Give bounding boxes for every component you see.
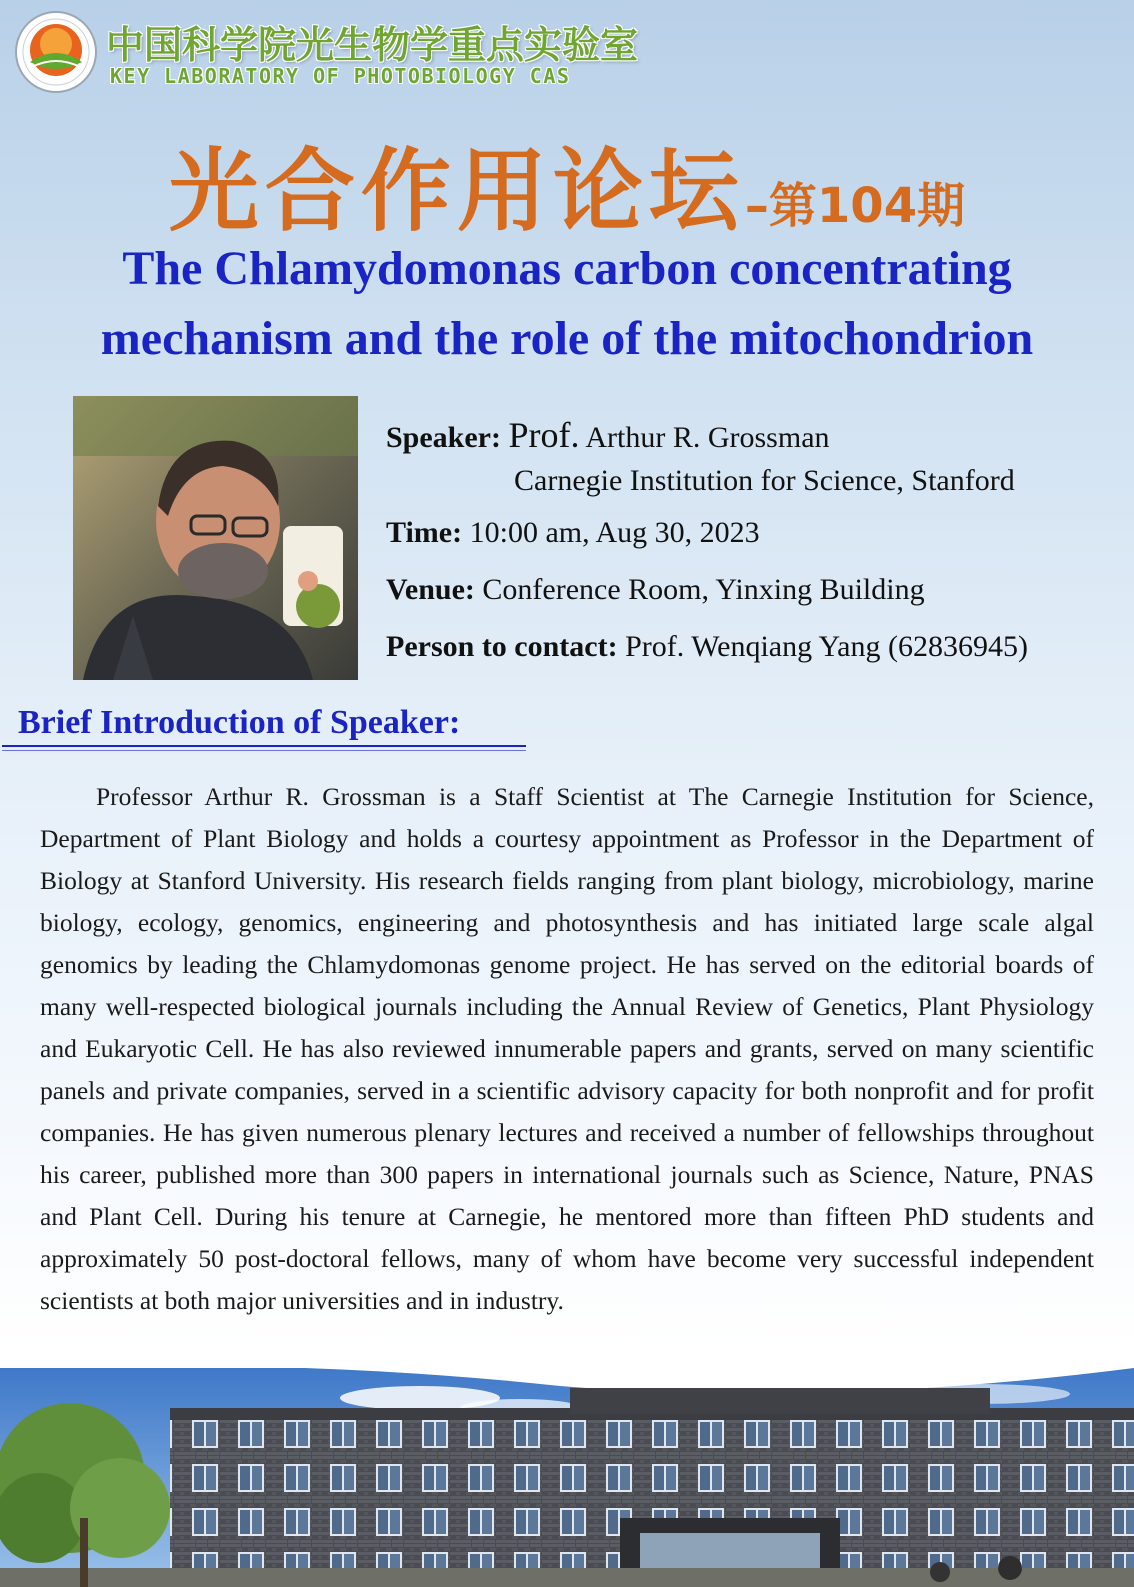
speaker-name: Arthur R. Grossman	[585, 421, 830, 454]
lab-name-english: KEY LABORATORY OF PHOTOBIOLOGY CAS	[110, 64, 571, 88]
time-line	[386, 516, 760, 550]
contact-label: Person to contact:	[386, 630, 618, 663]
venue-line	[386, 573, 925, 607]
speaker-affiliation: Carnegie Institution for Science, Stanford	[514, 464, 1015, 497]
forum-title-main: 光合作用论坛	[168, 139, 745, 244]
venue-value: Conference Room, Yinxing Building	[482, 573, 925, 606]
brief-intro-heading: Brief Introduction of Speaker:	[18, 704, 461, 741]
heading-underline	[2, 745, 526, 747]
forum-issue-number: –第104期	[744, 178, 966, 234]
talk-title-line-1: The Chlamydomonas carbon concentrating	[122, 242, 1012, 295]
talk-title	[20, 234, 1114, 374]
speaker-title: Prof.	[508, 415, 580, 455]
speaker-photo	[73, 396, 358, 680]
speaker-line	[386, 414, 830, 456]
lab-seal-logo-icon	[14, 10, 98, 94]
forum-title	[0, 118, 1134, 248]
contact-line	[386, 630, 1028, 664]
speaker-label: Speaker:	[386, 421, 501, 454]
heading-underline-thin	[2, 750, 526, 751]
lab-name-chinese: 中国科学院光生物学重点实验室	[106, 23, 639, 67]
time-value: 10:00 am, Aug 30, 2023	[469, 516, 760, 549]
venue-label: Venue:	[386, 573, 475, 606]
contact-value: Prof. Wenqiang Yang (62836945)	[625, 630, 1028, 663]
speaker-biography: Professor Arthur R. Grossman is a Staff Scientist at The Carnegie Institution for Science, Department of Plant Biology and holds a courtesy appointment as Professor in the Department of Biology at Stanford University. His research fields ranging from plant biology, microbiology, marine biology, ecology, genomics, engineering and photosynthesis and has initiated large scale algal genomics by leading the Chlamydomonas genome project. He has served on the editorial boards of many well-respected biological journals including the Annual Review of Genetics, Plant Physiology and Eukaryotic Cell. He has also reviewed innumerable papers and grants, served on many scientific panels and private companies, served in a scientific advisory capacity for both nonprofit and for profit companies. He has given numerous plenary lectures and received a number of fellowships throughout his career, published more than 300 papers in international journals such as Science, Nature, PNAS and Plant Cell. During his tenure at Carnegie, he mentored more than fifteen PhD students and approximately 50 post-doctoral fellows, many of whom have become very successful independent scientists at both major universities and in industry.	[40, 782, 1094, 1315]
building-photo	[0, 1368, 1134, 1587]
time-label: Time:	[386, 516, 463, 549]
talk-title-line-2: mechanism and the role of the mitochondrion	[100, 312, 1034, 365]
